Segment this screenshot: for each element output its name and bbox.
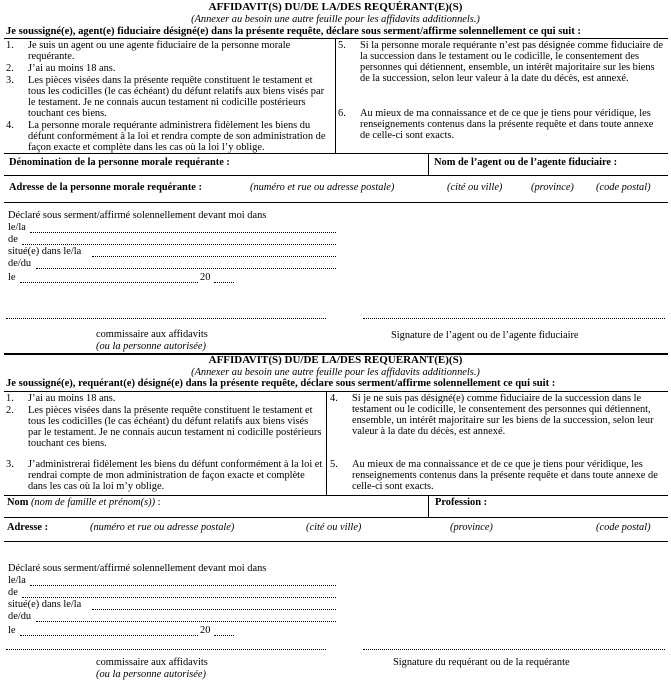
- date-input[interactable]: [20, 282, 198, 283]
- list-item: 5. Au mieux de ma connaissance et de ce que je tiens pour véridique, les renseignements contenus dans la présente requête et dans toute annexe de celle-ci sont exacts.: [330, 459, 658, 492]
- divider: [335, 38, 336, 153]
- line-dedu-label: de/du: [8, 611, 32, 622]
- line-le-label: le: [8, 625, 16, 636]
- situe-input[interactable]: [92, 609, 336, 610]
- sworn-label: Déclaré sous serment/affirmé solennellement devant moi dans: [8, 210, 267, 221]
- corp-name-label: Dénomination de la personne morale requérante :: [9, 157, 230, 168]
- section1-title: AFFIDAVIT(S) DU/DE LA/DES REQUÉRANT(E)(S): [208, 1, 463, 13]
- list-item: 1. Je suis un agent ou une agente fiduciaire de la personne morale requérante.: [6, 40, 291, 62]
- province-hint: (province): [450, 522, 493, 533]
- divider: [428, 495, 429, 517]
- line-situe-label: situé(e) dans le/la: [8, 599, 82, 610]
- year-label: 20: [200, 272, 211, 283]
- line-lela-label: le/la: [8, 575, 26, 586]
- section1-subtitle: (Annexer au besoin une autre feuille pour les affidavits additionnels.): [191, 14, 480, 25]
- year-input[interactable]: [214, 282, 234, 283]
- divider: [4, 202, 668, 203]
- divider: [4, 541, 668, 542]
- sworn-label: Déclaré sous serment/affirmé solennellement devant moi dans: [8, 563, 267, 574]
- line-le-label: le: [8, 272, 16, 283]
- commissioner-sub: (ou la personne autorisée): [96, 341, 206, 352]
- year-label: 20: [200, 625, 211, 636]
- divider: [4, 175, 668, 176]
- address-hint: (numéro et rue ou adresse postale): [250, 182, 395, 193]
- signature-label: Signature du requérant ou de la requérante: [393, 657, 570, 668]
- line-situe-label: situé(e) dans le/la: [8, 246, 82, 257]
- line-de-label: de: [8, 234, 18, 245]
- address-label: Adresse :: [7, 522, 49, 533]
- agent-name-label: Nom de l’agent ou de l’agente fiduciaire :: [434, 157, 618, 168]
- divider: [326, 391, 327, 495]
- section2-subtitle: (Annexer au besoin une autre feuille pour les affidavits additionnels.): [191, 367, 480, 378]
- line-lela-label: le/la: [8, 222, 26, 233]
- agent-signature-line[interactable]: [363, 318, 665, 319]
- line-dedu-label: de/du: [8, 258, 32, 269]
- date-input[interactable]: [20, 635, 198, 636]
- lela-input[interactable]: [30, 585, 336, 586]
- list-item: 3. Les pièces visées dans la présente requête constituent le testament et tous les codicilles (le cas échéant) du défunt relatifs aux biens visés par le testament. Je ne connais aucun testament ni codicille postérieurs touchant ces biens.: [6, 75, 325, 119]
- list-item: 3. J’administrerai fidèlement les biens du défunt conformément à la loi et rendrai compte de mon administration de façon exacte et complète dans les cas où la loi m’y oblige.: [6, 459, 323, 492]
- divider: [4, 391, 668, 392]
- postal-hint: (code postal): [596, 522, 651, 533]
- list-item: 2. Les pièces visées dans la présente requête constituent le testament et tous les codicilles (le cas échéant) du défunt relatifs aux biens visés par le testament. Je ne connais aucun testament ni codicille postérieurs touchant ces biens.: [6, 405, 322, 449]
- requerant-signature-line[interactable]: [363, 649, 665, 650]
- line-de-label: de: [8, 587, 18, 598]
- divider: [4, 153, 668, 154]
- list-item: 2. J’ai au moins 18 ans.: [6, 63, 116, 74]
- de-input[interactable]: [22, 244, 336, 245]
- list-item: 4. La personne morale requérante administrera fidèlement les biens du défunt conformément à la loi et rendra compte de son administration de façon exacte et complète dans les cas où la loi l’y oblige.: [6, 120, 326, 153]
- list-item: 5. Si la personne morale requérante n’est pas désignée comme fiduciaire de la succession dans le testament ou le codicille, le consentement des personnes qui détiennent, ensemble, un intérêt majoritaire sur les biens de la succession, selon leur valeur à la date du décès, est annexé.: [338, 40, 663, 84]
- dedu-input[interactable]: [36, 621, 336, 622]
- signature-label: Signature de l’agent ou de l’agente fiduciaire: [391, 330, 579, 341]
- commissioner-sub: (ou la personne autorisée): [96, 669, 206, 680]
- divider: [4, 495, 668, 496]
- commissioner-signature-line[interactable]: [6, 649, 326, 650]
- list-item: 6. Au mieux de ma connaissance et de ce que je tiens pour véridique, les renseignements contenus dans la présente requête et dans toute annexe de celle-ci sont exacts.: [338, 108, 654, 141]
- name-field: Nom (nom de famille et prénom(s)) :: [7, 497, 161, 508]
- dedu-input[interactable]: [36, 268, 336, 269]
- divider: [4, 517, 668, 518]
- lela-input[interactable]: [30, 232, 336, 233]
- year-input[interactable]: [214, 635, 234, 636]
- de-input[interactable]: [22, 597, 336, 598]
- address-label: Adresse de la personne morale requérante :: [9, 182, 202, 193]
- list-item: 1. J’ai au moins 18 ans.: [6, 393, 116, 404]
- commissioner-label: commissaire aux affidavits: [96, 329, 208, 340]
- address-hint: (numéro et rue ou adresse postale): [90, 522, 235, 533]
- divider: [4, 38, 668, 39]
- profession-label: Profession :: [435, 497, 488, 508]
- divider: [428, 153, 429, 175]
- commissioner-label: commissaire aux affidavits: [96, 657, 208, 668]
- section2-title: AFFIDAVIT(S) DU/DE LA/DES REQUÉRANT(E)(S): [208, 354, 463, 366]
- province-hint: (province): [531, 182, 574, 193]
- commissioner-signature-line[interactable]: [6, 318, 326, 319]
- postal-hint: (code postal): [596, 182, 651, 193]
- city-hint: (cité ou ville): [306, 522, 362, 533]
- situe-input[interactable]: [92, 256, 336, 257]
- section1-declaration: Je soussigné(e), agent(e) fiduciaire désigné(e) dans la présente requête, déclare sous serment/affirme solennellement ce qui suit :: [6, 26, 581, 37]
- section2-declaration: Je soussigné(e), requérant(e) désigné(e) dans la présente requête, déclare sous serment/affirme solennellement ce qui suit :: [6, 378, 556, 389]
- list-item: 4. Si je ne suis pas désigné(e) comme fiduciaire de la succession dans le testament ou le codicille, le consentement des personnes qui détiennent, ensemble, un intérêt majoritaire sur les biens de la succession, selon leur valeur à la date du décès, est annexé.: [330, 393, 654, 437]
- city-hint: (cité ou ville): [447, 182, 503, 193]
